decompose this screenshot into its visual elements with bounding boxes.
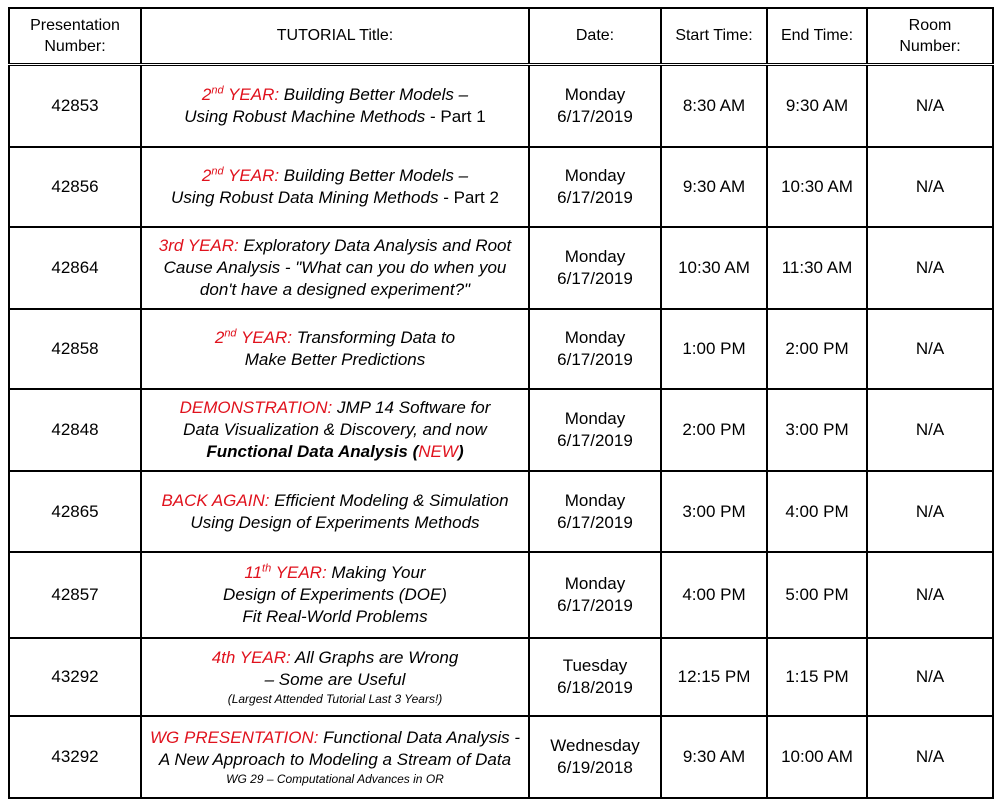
table-row	[9, 309, 993, 389]
title-line: don't have a designed experiment?"	[199, 280, 471, 299]
presentation-number: 43292	[9, 716, 141, 798]
date-value: 6/17/2019	[557, 596, 633, 615]
title-line: Make Better Predictions	[244, 350, 426, 369]
header-presentation-line1: Presentation	[30, 16, 120, 34]
title-bold-phrase: Functional Data Analysis	[206, 442, 408, 461]
date-value: 6/17/2019	[557, 269, 633, 288]
title-line: Building Better Models –	[279, 166, 469, 185]
tutorial-title	[141, 309, 529, 389]
room-number: N/A	[867, 471, 993, 552]
table-row	[9, 716, 993, 798]
tutorial-title	[141, 64, 529, 147]
weekday: Monday	[564, 409, 626, 428]
title-line: – Some are Useful	[264, 670, 406, 689]
weekday: Monday	[564, 247, 626, 266]
title-line: Using Robust Machine Methods	[184, 106, 426, 126]
end-time: 11:30 AM	[767, 227, 867, 309]
title-line: Making Your	[326, 563, 426, 582]
title-tag: 3rd YEAR:	[158, 236, 239, 255]
header-room-line1: Room	[908, 16, 952, 34]
header-presentation-number	[9, 8, 141, 64]
title-tag: 2nd YEAR:	[214, 327, 292, 347]
header-row	[9, 8, 993, 64]
room-number: N/A	[867, 552, 993, 638]
header-end-time: End Time:	[767, 8, 867, 64]
weekday: Wednesday	[550, 736, 640, 755]
start-time: 12:15 PM	[661, 638, 767, 716]
room-number: N/A	[867, 309, 993, 389]
presentation-number: 42853	[9, 64, 141, 147]
end-time: 10:00 AM	[767, 716, 867, 798]
weekday: Tuesday	[562, 656, 628, 675]
date-cell	[529, 552, 661, 638]
title-tag: WG PRESENTATION:	[149, 728, 319, 747]
room-number: N/A	[867, 64, 993, 147]
room-number: N/A	[867, 389, 993, 471]
date-cell	[529, 309, 661, 389]
tutorial-title	[141, 147, 529, 227]
weekday: Monday	[564, 166, 626, 185]
header-start-time: Start Time:	[661, 8, 767, 64]
table-row	[9, 227, 993, 309]
weekday: Monday	[564, 84, 626, 104]
title-tag: DEMONSTRATION:	[179, 398, 333, 417]
title-line: Efficient Modeling & Simulation	[269, 490, 509, 510]
start-time: 9:30 AM	[661, 147, 767, 227]
end-time: 10:30 AM	[767, 147, 867, 227]
tutorial-title	[141, 471, 529, 552]
end-time: 5:00 PM	[767, 552, 867, 638]
start-time: 2:00 PM	[661, 389, 767, 471]
end-time: 9:30 AM	[767, 64, 867, 147]
date-cell	[529, 471, 661, 552]
title-tag: 11th YEAR:	[244, 562, 327, 582]
room-number: N/A	[867, 638, 993, 716]
title-note: WG 29 – Computational Advances in OR	[226, 772, 444, 786]
header-date: Date:	[529, 8, 661, 64]
end-time: 3:00 PM	[767, 389, 867, 471]
presentation-number: 42848	[9, 389, 141, 471]
start-time: 10:30 AM	[661, 227, 767, 309]
weekday: Monday	[564, 574, 626, 593]
date-value: 6/17/2019	[557, 188, 633, 207]
start-time: 1:00 PM	[661, 309, 767, 389]
table-row	[9, 471, 993, 552]
date-value: 6/18/2019	[557, 678, 633, 697]
room-number: N/A	[867, 147, 993, 227]
start-time: 3:00 PM	[661, 471, 767, 552]
date-cell	[529, 147, 661, 227]
tutorial-title	[141, 638, 529, 716]
date-cell	[529, 64, 661, 147]
title-line: JMP 14 Software for	[332, 398, 491, 417]
table-row	[9, 552, 993, 638]
date-cell	[529, 227, 661, 309]
table-row	[9, 64, 993, 147]
title-line: All Graphs are Wrong	[290, 648, 459, 667]
end-time: 1:15 PM	[767, 638, 867, 716]
date-value: 6/19/2018	[557, 758, 633, 777]
end-time: 4:00 PM	[767, 471, 867, 552]
header-room-number	[867, 8, 993, 64]
header-room-line2: Number:	[899, 37, 961, 55]
title-tag: 4th YEAR:	[211, 648, 291, 667]
presentation-number: 42856	[9, 147, 141, 227]
table-row	[9, 147, 993, 227]
title-tag: 2nd YEAR:	[201, 84, 280, 104]
tutorial-title	[141, 716, 529, 798]
title-line: Exploratory Data Analysis and Root	[238, 236, 512, 255]
weekday: Monday	[564, 490, 626, 510]
date-value: 6/17/2019	[557, 512, 633, 532]
title-line: Functional Data Analysis -	[318, 728, 520, 747]
title-line: Building Better Models –	[279, 84, 469, 104]
title-tag: BACK AGAIN:	[161, 490, 270, 510]
title-line: Fit Real-World Problems	[242, 607, 428, 626]
start-time: 8:30 AM	[661, 64, 767, 147]
presentation-number: 43292	[9, 638, 141, 716]
date-value: 6/17/2019	[557, 106, 633, 126]
title-line: A New Approach to Modeling a Stream of Data	[158, 750, 512, 769]
title-line: Using Robust Data Mining Methods	[171, 188, 439, 207]
presentation-number: 42858	[9, 309, 141, 389]
title-line: Data Visualization & Discovery, and now	[183, 420, 487, 439]
title-line: Cause Analysis - "What can you do when you	[163, 258, 507, 277]
weekday: Monday	[564, 328, 626, 347]
tutorial-title	[141, 227, 529, 309]
header-presentation-line2: Number:	[44, 37, 106, 55]
room-number: N/A	[867, 716, 993, 798]
date-value: 6/17/2019	[557, 431, 633, 450]
tutorial-title	[141, 552, 529, 638]
date-cell	[529, 638, 661, 716]
new-badge: NEW	[418, 442, 458, 461]
date-value: 6/17/2019	[557, 350, 633, 369]
start-time: 9:30 AM	[661, 716, 767, 798]
table-row	[9, 389, 993, 471]
table-row	[9, 638, 993, 716]
title-part-suffix: - Part 1	[425, 106, 486, 126]
end-time: 2:00 PM	[767, 309, 867, 389]
tutorial-title: DEMONSTRATION: JMP 14 Software for Data Visualization & Discovery, and now Functional Data Analysis (NEW)	[141, 389, 529, 471]
title-line: Using Design of Experiments Methods	[190, 512, 480, 532]
presentation-number: 42865	[9, 471, 141, 552]
title-line: Design of Experiments (DOE)	[223, 585, 447, 604]
presentation-number: 42857	[9, 552, 141, 638]
title-part-suffix: - Part 2	[438, 188, 499, 207]
date-cell	[529, 716, 661, 798]
date-cell	[529, 389, 661, 471]
presentation-number: 42864	[9, 227, 141, 309]
header-tutorial-title: TUTORIAL Title:	[141, 8, 529, 64]
tutorial-schedule-table	[8, 7, 994, 799]
start-time: 4:00 PM	[661, 552, 767, 638]
title-line: Transforming Data to	[292, 328, 456, 347]
title-tag: 2nd YEAR:	[201, 165, 280, 185]
title-note: (Largest Attended Tutorial Last 3 Years!)	[227, 692, 443, 706]
room-number: N/A	[867, 227, 993, 309]
